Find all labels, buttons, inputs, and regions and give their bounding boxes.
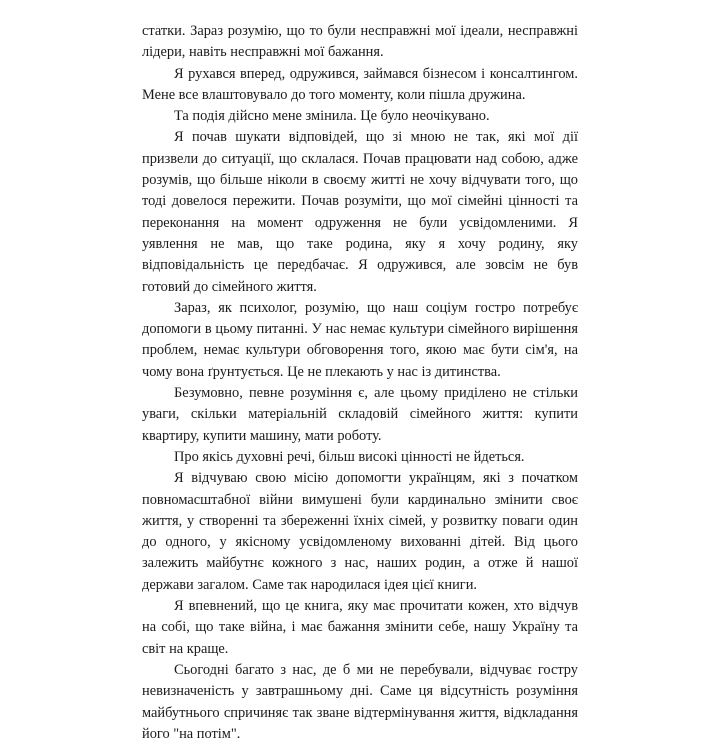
paragraph: Я почав шукати відповідей, що зі мною не так, які мої дії призвели до ситуації, що склалася. Почав працювати над собою, адже розумів, що більше ніколи в своєму житті не хочу відчувати того, що тоді довелося пережити. Почав розуміти, що мої сімейні цінності та переконання на момент одруження не були усвідомленими. Я уявлення не мав, що таке родина, яку я хочу родину, яку відповідальність це передбачає. Я одружився, але зовсім не був готовий до сімейного життя.: [142, 129, 578, 295]
paragraph: Я рухався вперед, одружився, займався бізнесом і консалтингом. Мене все влаштовувало до того моменту, коли пішла дружина.: [142, 65, 578, 103]
paragraph: Я впевнений, що це книга, яку має прочитати кожен, хто відчув на собі, що таке війна, і має бажання змінити себе, нашу Україну та світ на краще.: [142, 598, 578, 657]
paragraph: Зараз, як психолог, розумію, що наш соціум гостро потребує допомоги в цьому питанні. У нас немає культури сімейного вирішення проблем, немає культури обговорення того, якою має бути сім'я, на чому вона ґрунтується. Це не плекають у нас із дитинства.: [142, 299, 578, 380]
body-text: [142, 21, 578, 745]
paragraph: Я відчуваю свою місію допомогти українцям, які з початком повномасштабної війни вимушені були кардинально змінити своє життя, у створенні та збереженні їхніх сімей, у розвитку поваги один до одного, у якісному усвідомленому вихованні дітей. Від цього залежить майбутнє кожного з нас, наших родин, а отже й нашої держави загалом. Саме так народилася ідея цієї книги.: [142, 470, 578, 593]
paragraph: Сьогодні багато з нас, де б ми не перебували, відчуває гостру невизначеність у завтрашньому дні. Саме ця відсутність розуміння майбутнього спричиняє так зване відтермінування життя, відкладання його "на потім".: [142, 661, 578, 742]
paragraph: Про якісь духовні речі, більш високі цінності не йдеться.: [174, 448, 525, 465]
paragraph: Та подія дійсно мене змінила. Це було неочікувано.: [174, 108, 490, 125]
paragraph: Безумовно, певне розуміння є, але цьому приділено не стільки уваги, скільки матеріальній складовій сімейного життя: купити квартиру, купити машину, мати роботу.: [142, 385, 578, 444]
paragraph: статки. Зараз розумію, що то були несправжні мої ідеали, несправжні лідери, навіть несправжні мої бажання.: [142, 23, 578, 61]
